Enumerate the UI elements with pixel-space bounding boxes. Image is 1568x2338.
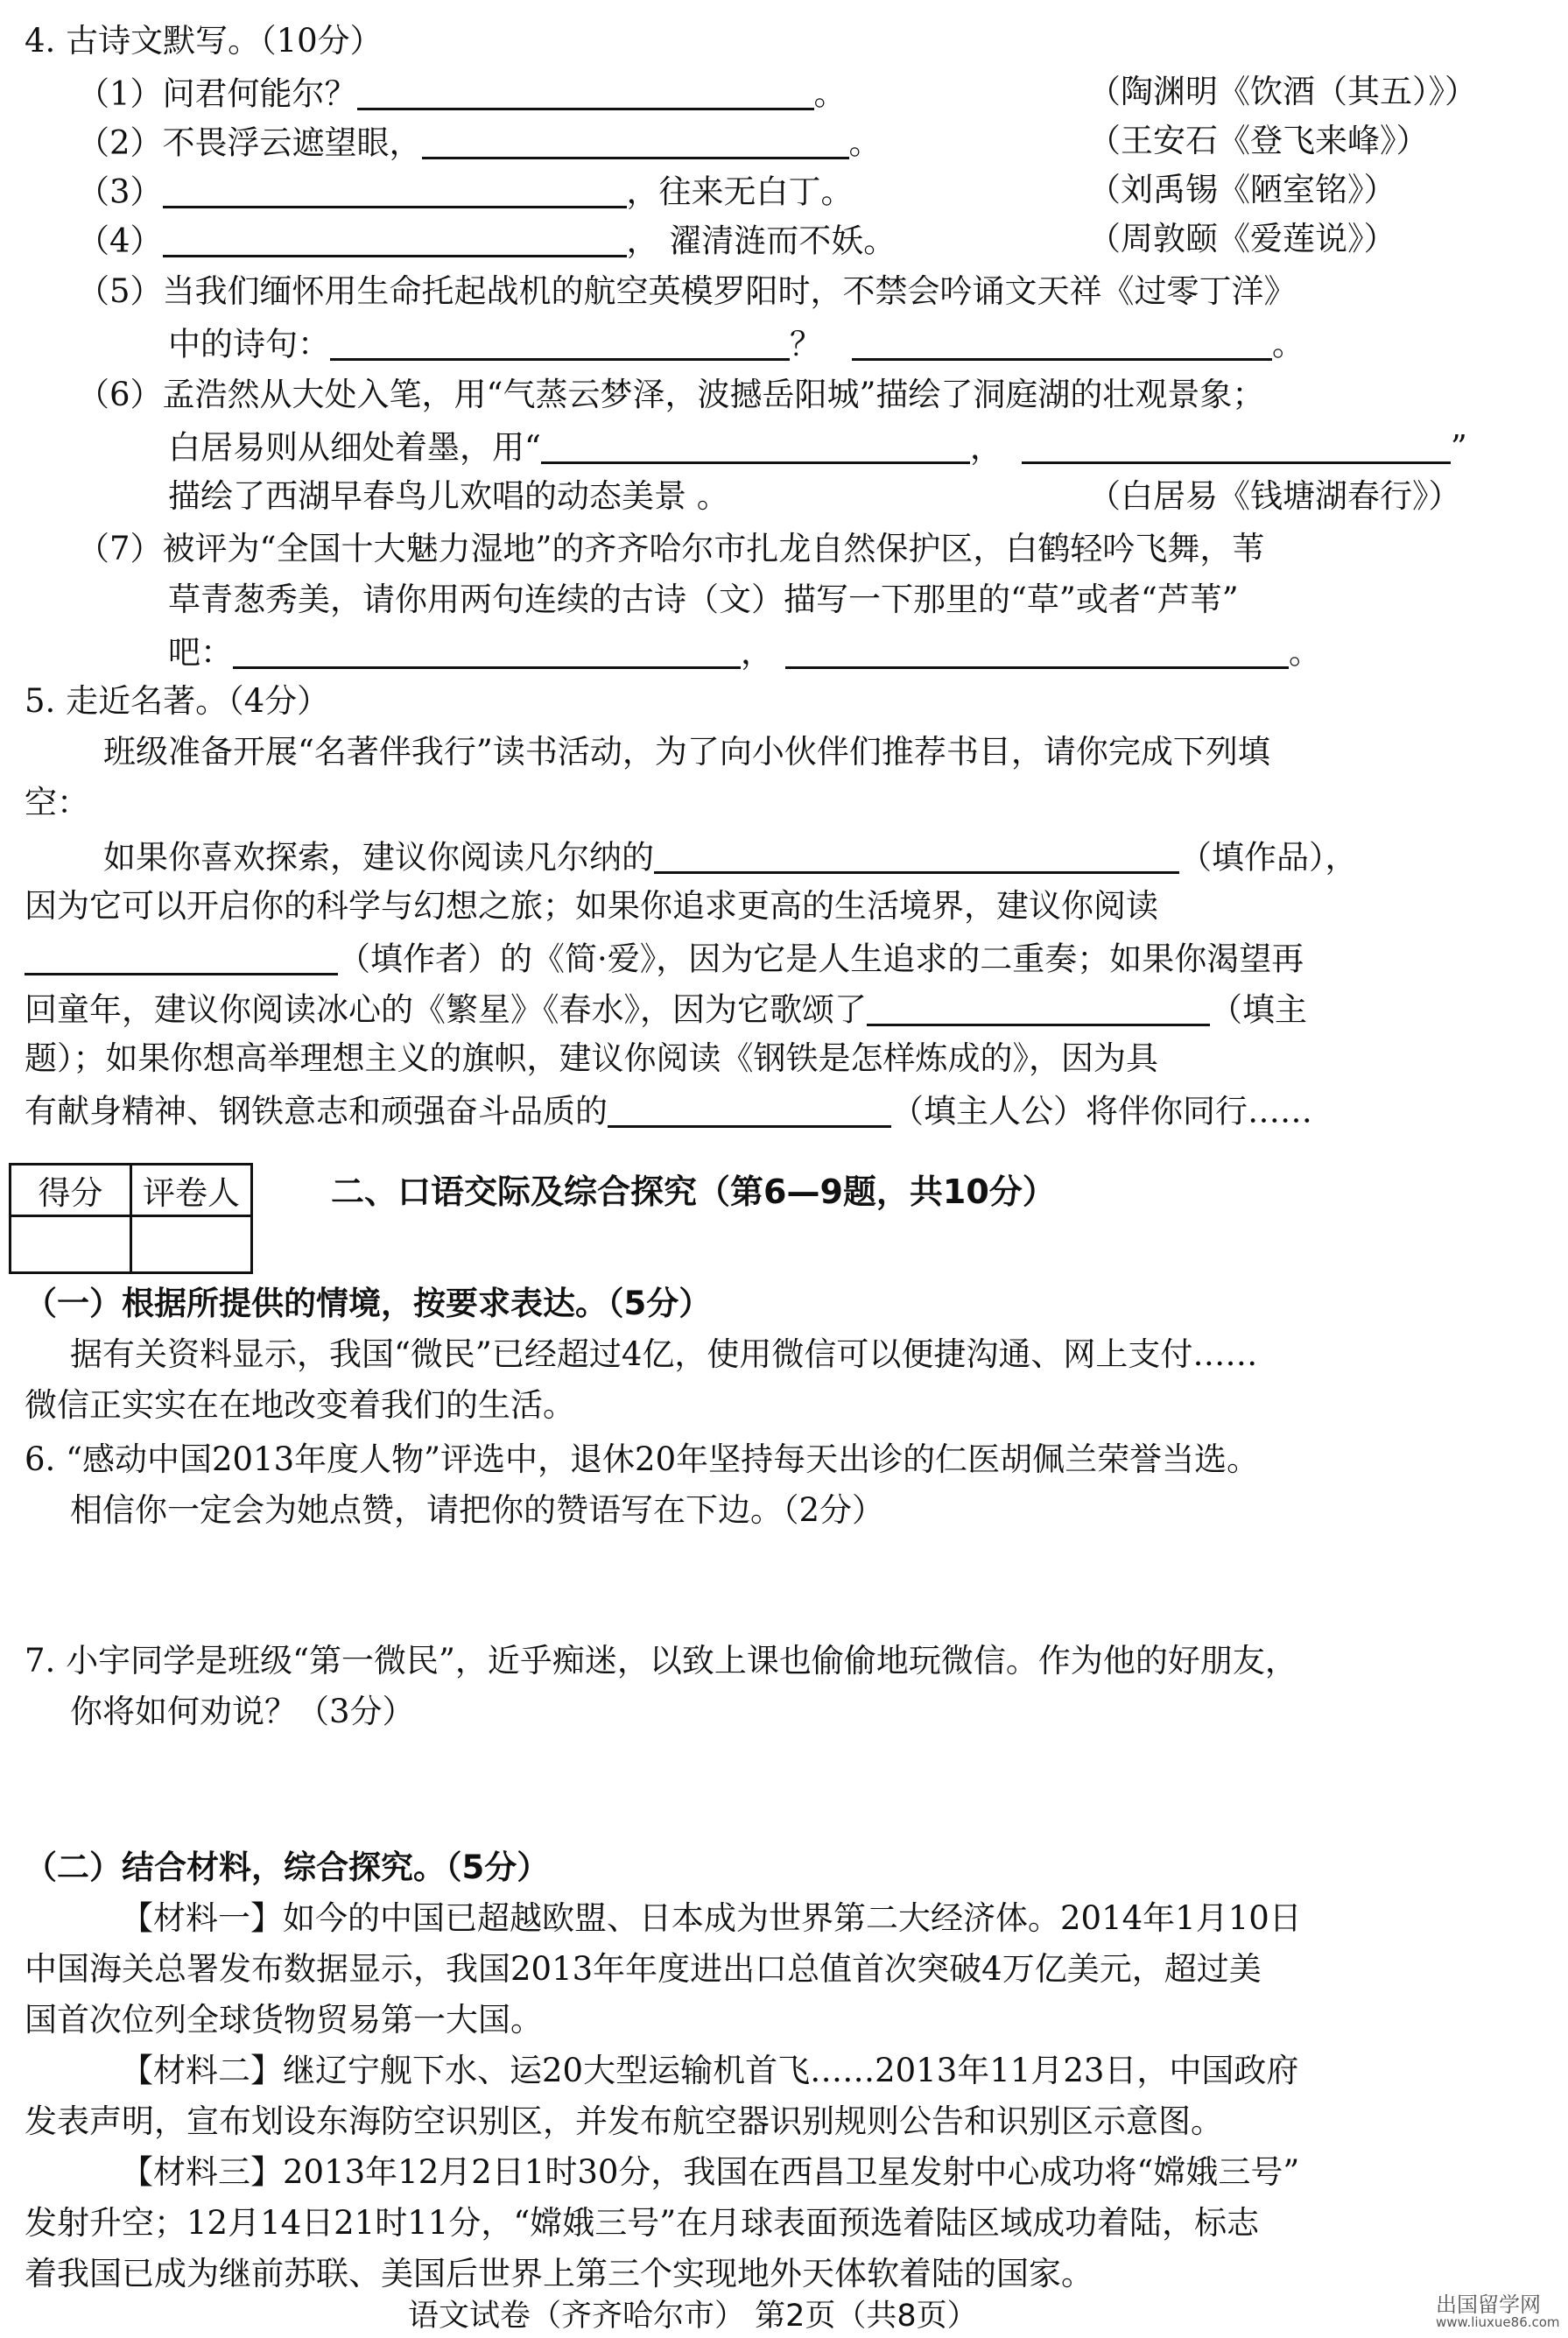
q4-item-4: （4） ， 濯清涟而不妖。 <box>77 222 897 260</box>
q6-line2: 相信你一定会为她点赞，请把你的赞语写在下边。（2分） <box>70 1491 885 1529</box>
answer-blank[interactable] <box>608 1093 891 1128</box>
q4-item-6-line1: （6）孟浩然从大处入笔，用“气蒸云梦泽，波撼岳阳城”描绘了洞庭湖的壮观景象； <box>77 376 1265 413</box>
answer-blank[interactable] <box>163 222 627 257</box>
q5-para-line2: 因为它可以开启你的科学与幻想之旅；如果你追求更高的生活境界，建议你阅读 <box>25 887 1158 925</box>
q4-item-6-line2: 白居易则从细处着墨，用“ ， ” <box>168 428 1467 467</box>
score-header: 得分 <box>11 1165 131 1216</box>
answer-blank[interactable] <box>233 634 741 669</box>
q4-item-7-line1: （7）被评为“全国十大魅力湿地”的齐齐哈尔市扎龙自然保护区，白鹤轻吟飞舞，苇 <box>77 530 1265 567</box>
material2-line1: 【材料二】继辽宁舰下水、运20大型运输机首飞……2013年11月23日，中国政府 <box>121 2052 1299 2089</box>
q4-item-6-line3: 描绘了西湖早春鸟儿欢唱的动态美景 。 <box>168 477 729 515</box>
material1-line1: 【材料一】如今的中国已超越欧盟、日本成为世界第二大经济体。2014年1月10日 <box>121 1899 1302 1937</box>
score-cell[interactable] <box>11 1216 131 1273</box>
watermark-line1: 出国留学网 <box>1436 2292 1541 2317</box>
q4-item-2-source: （王安石《登飞来峰》） <box>1088 122 1429 159</box>
answer-blank[interactable] <box>867 991 1210 1026</box>
q5-para-line6: 有献身精神、钢铁意志和顽强奋斗品质的 （填主人公）将伴你同行…… <box>25 1092 1312 1130</box>
q5-title: 5. 走近名著。（4分） <box>25 682 330 720</box>
q5-para-line1: 如果你喜欢探索，建议你阅读凡尔纳的 （填作品）， <box>103 838 1358 877</box>
material3-line2: 发射升空；12月14日21时11分，“嫦娥三号”在月球表面预选着陆区域成功着陆，标志 <box>25 2204 1260 2242</box>
answer-blank[interactable] <box>785 634 1289 669</box>
q5-intro-line2: 空： <box>25 784 89 821</box>
score-table <box>9 1163 253 1274</box>
q7-line1: 7. 小宇同学是班级“第一微民”，近乎痴迷，以致上课也偷偷地玩微信。作为他的好朋友， <box>25 1642 1297 1680</box>
sub1-text-line1: 据有关资料显示，我国“微民”已经超过4亿，使用微信可以便捷沟通、网上支付…… <box>70 1335 1258 1373</box>
sub1-text-line2: 微信正实实在在地改变着我们的生活。 <box>25 1386 575 1424</box>
grader-cell[interactable] <box>131 1216 252 1273</box>
q5-intro-line1: 班级准备开展“名著伴我行”读书活动，为了向小伙伴们推荐书目，请你完成下列填 <box>103 733 1270 771</box>
q6-line1: 6. “感动中国2013年度人物”评选中，退休20年坚持每天出诊的仁医胡佩兰荣誉当选。 <box>25 1440 1260 1478</box>
material1-line3: 国首次位列全球货物贸易第一大国。 <box>25 2001 543 2039</box>
q4-title: 4. 古诗文默写。（10分） <box>25 22 383 60</box>
q5-para-line3: （填作者）的《简·爱》，因为它是人生追求的二重奏；如果你渴望再 <box>25 940 1304 975</box>
answer-blank[interactable] <box>541 429 970 464</box>
q5-para-line4: 回童年，建议你阅读冰心的《繁星》《春水》，因为它歌颂了 （填主 <box>25 990 1307 1029</box>
q4-item-4-source: （周敦颐《爱莲说》） <box>1088 220 1396 257</box>
answer-blank[interactable] <box>654 839 1179 874</box>
answer-blank[interactable] <box>422 124 849 159</box>
answer-blank[interactable] <box>163 173 627 208</box>
watermark-line2: www.liuxue86.com <box>1436 2314 1560 2331</box>
grader-header: 评卷人 <box>131 1165 252 1216</box>
q4-item-1: （1）问君何能尔？ 。 <box>77 74 847 113</box>
material1-line2: 中国海关总署发布数据显示，我国2013年年度进出口总值首次突破4万亿美元，超过美 <box>25 1950 1262 1988</box>
q5-para-line5: 题）；如果你想高举理想主义的旗帜，建议你阅读《钢铁是怎样炼成的》，因为具 <box>25 1039 1158 1077</box>
answer-blank[interactable] <box>25 940 338 975</box>
q4-item-2: （2）不畏浮云遮望眼， 。 <box>77 123 882 162</box>
material3-line1: 【材料三】2013年12月2日1时30分，我国在西昌卫星发射中心成功将“嫦娥三号” <box>121 2153 1300 2191</box>
section2-sub2: （二）结合材料，综合探究。（5分） <box>25 1849 550 1886</box>
answer-blank[interactable] <box>1022 429 1451 464</box>
answer-blank[interactable] <box>852 326 1272 361</box>
section2-title: 二、口语交际及综合探究（第6—9题，共10分） <box>331 1173 1056 1211</box>
answer-blank[interactable] <box>357 75 814 110</box>
q4-item-5-line1: （5）当我们缅怀用生命托起战机的航空英模罗阳时，不禁会吟诵文天祥《过零丁洋》 <box>77 272 1297 310</box>
page-footer: 语文试卷（齐齐哈尔市） 第2页（共8页） <box>408 2299 978 2334</box>
section2-sub1: （一）根据所提供的情境，按要求表达。（5分） <box>25 1285 712 1322</box>
q4-item-1-source: （陶渊明《饮酒（其五）》） <box>1088 73 1477 110</box>
q4-item-7-line3: 吧： ， 。 <box>168 633 1321 672</box>
q4-item-7-line2: 草青葱秀美，请你用两句连续的古诗（文）描写一下那里的“草”或者“芦苇” <box>168 581 1239 618</box>
answer-blank[interactable] <box>330 326 790 361</box>
q7-line2: 你将如何劝说？（3分） <box>70 1693 415 1730</box>
q4-item-3: （3） ，往来无白丁。 <box>77 173 854 211</box>
q4-item-6-source: （白居易《钱塘湖春行》） <box>1088 477 1461 515</box>
q4-item-5-line2: 中的诗句： ？ 。 <box>168 325 1304 363</box>
watermark-logo <box>1436 2294 1560 2330</box>
q4-item-3-source: （刘禹锡《陋室铭》） <box>1088 171 1396 208</box>
material3-line3: 着我国已成为继前苏联、美国后世界上第三个实现地外天体软着陆的国家。 <box>25 2255 1093 2292</box>
material2-line2: 发表声明，宣布划设东海防空识别区，并发布航空器识别规则公告和识别区示意图。 <box>25 2102 1223 2140</box>
